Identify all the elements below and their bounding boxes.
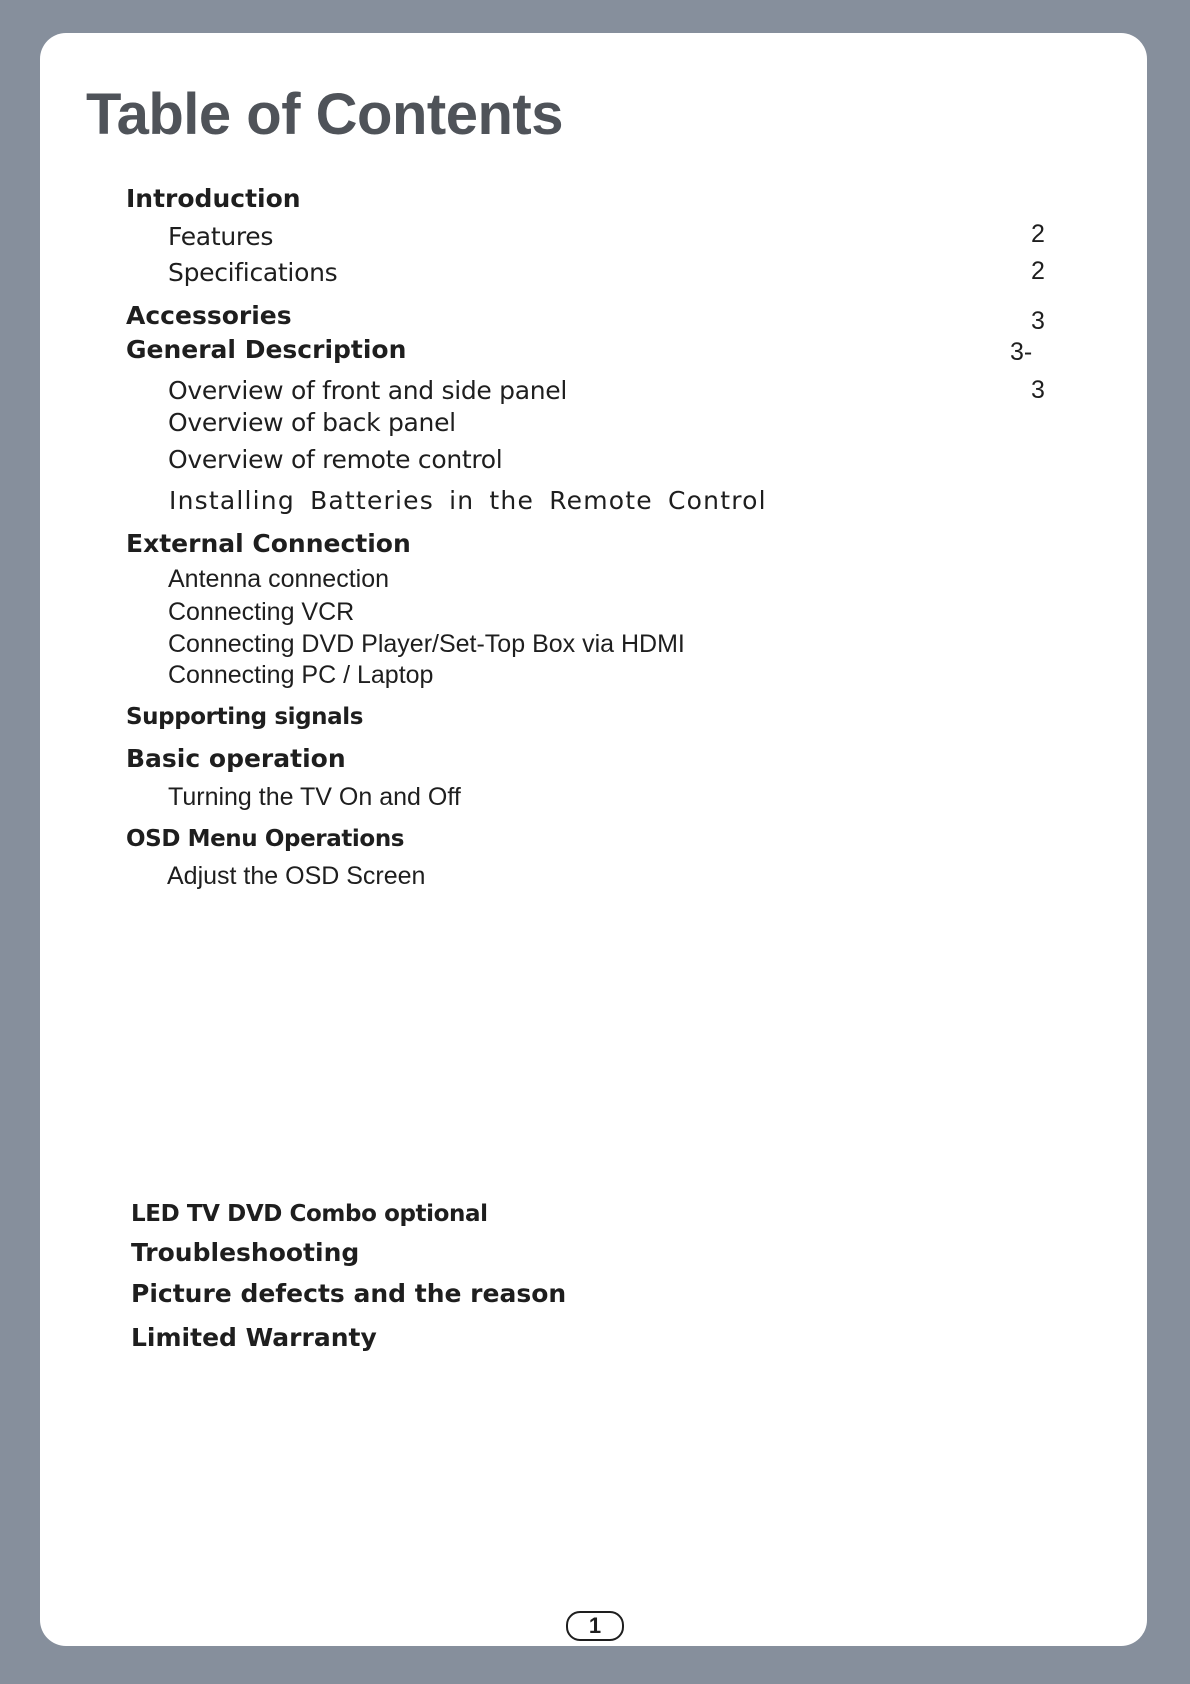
toc-section-led-tv-dvd-combo[interactable]: LED TV DVD Combo optional [131, 1201, 488, 1227]
toc-page-general-description: 3- [1010, 338, 1033, 366]
toc-section-picture-defects[interactable]: Picture defects and the reason [131, 1279, 567, 1308]
toc-entry-front-side-panel[interactable]: Overview of front and side panel [168, 376, 568, 405]
page-number: 1 [566, 1611, 624, 1641]
toc-section-introduction[interactable]: Introduction [126, 184, 301, 213]
toc-section-accessories[interactable]: Accessories [126, 301, 292, 330]
toc-section-osd-menu-operations[interactable]: OSD Menu Operations [126, 826, 405, 852]
toc-section-general-description[interactable]: General Description [126, 335, 407, 364]
toc-section-limited-warranty[interactable]: Limited Warranty [131, 1323, 377, 1352]
toc-entry-connecting-vcr[interactable]: Connecting VCR [168, 598, 355, 626]
toc-entry-remote-control[interactable]: Overview of remote control [168, 445, 503, 474]
page-title: Table of Contents [86, 82, 563, 147]
toc-entry-connecting-dvd-hdmi[interactable]: Connecting DVD Player/Set-Top Box via HDMI [168, 630, 685, 658]
toc-entry-installing-batteries[interactable]: Installing Batteries in the Remote Control [169, 486, 767, 515]
toc-entry-features[interactable]: Features [168, 222, 274, 251]
toc-section-supporting-signals[interactable]: Supporting signals [126, 704, 364, 730]
toc-section-basic-operation[interactable]: Basic operation [126, 744, 346, 773]
toc-entry-adjust-osd-screen[interactable]: Adjust the OSD Screen [167, 862, 426, 890]
toc-page-accessories: 3 [1031, 307, 1045, 335]
toc-entry-turning-tv-on-off[interactable]: Turning the TV On and Off [168, 783, 461, 811]
toc-entry-connecting-pc[interactable]: Connecting PC / Laptop [168, 661, 434, 689]
toc-page-specifications: 2 [1031, 257, 1045, 285]
toc-page-features: 2 [1031, 220, 1045, 248]
toc-page-front-side-panel: 3 [1031, 376, 1045, 404]
toc-entry-specifications[interactable]: Specifications [168, 258, 338, 287]
toc-entry-antenna-connection[interactable]: Antenna connection [168, 565, 390, 593]
toc-section-external-connection[interactable]: External Connection [126, 529, 411, 558]
toc-section-troubleshooting[interactable]: Troubleshooting [131, 1238, 360, 1267]
toc-entry-back-panel[interactable]: Overview of back panel [168, 408, 456, 437]
